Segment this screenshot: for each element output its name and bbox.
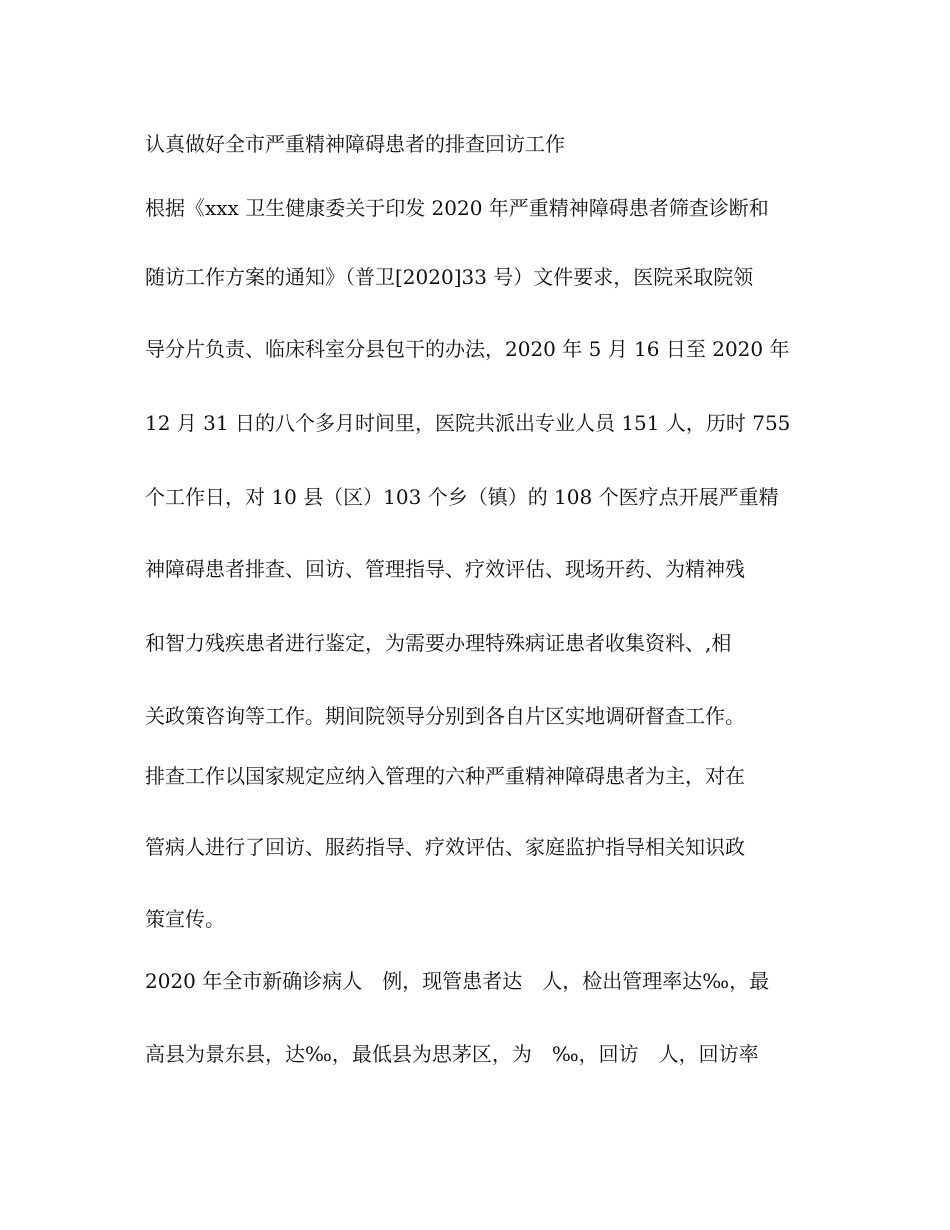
body-line-9: 排查工作以国家规定应纳入管理的六种严重精神障碍患者为主，对在 — [145, 764, 745, 788]
body-line-7: 和智力残疾患者进行鉴定，为需要办理特殊病证患者收集资料、,相 — [145, 631, 732, 655]
body-line-10: 管病人进行了回访、服药指导、疗效评估、家庭监护指导相关知识政 — [145, 835, 745, 859]
body-line-1: 根据《xxx 卫生健康委关于印发 2020 年严重精神障碍患者筛查诊断和 — [145, 196, 769, 220]
body-line-4: 12 月 31 日的八个多月时间里，医院共派出专业人员 151 人，历时 755 — [145, 411, 791, 435]
body-line-5: 个工作日，对 10 县（区）103 个乡（镇）的 108 个医疗点开展严重精 — [145, 485, 779, 509]
body-line-13: 高县为景东县，达‰，最低县为思茅区，为 ‰，回访 人，回访率 — [145, 1042, 759, 1066]
body-line-8: 关政策咨询等工作。期间院领导分别到各自片区实地调研督查工作。 — [145, 704, 745, 728]
body-line-11: 策宣传。 — [145, 907, 225, 931]
body-line-2: 随访工作方案的通知》（普卫[2020]33 号）文件要求，医院采取院领 — [145, 265, 754, 289]
body-line-6: 神障碍患者排查、回访、管理指导、疗效评估、现场开药、为精神残 — [145, 557, 745, 581]
body-line-12: 2020 年全市新确诊病人 例，现管患者达 人，检出管理率达‰，最 — [145, 969, 770, 993]
body-line-3: 导分片负责、临床科室分县包干的办法，2020 年 5 月 16 日至 2020 年 — [145, 337, 790, 361]
document-title: 认真做好全市严重精神障碍患者的排查回访工作 — [145, 132, 565, 156]
